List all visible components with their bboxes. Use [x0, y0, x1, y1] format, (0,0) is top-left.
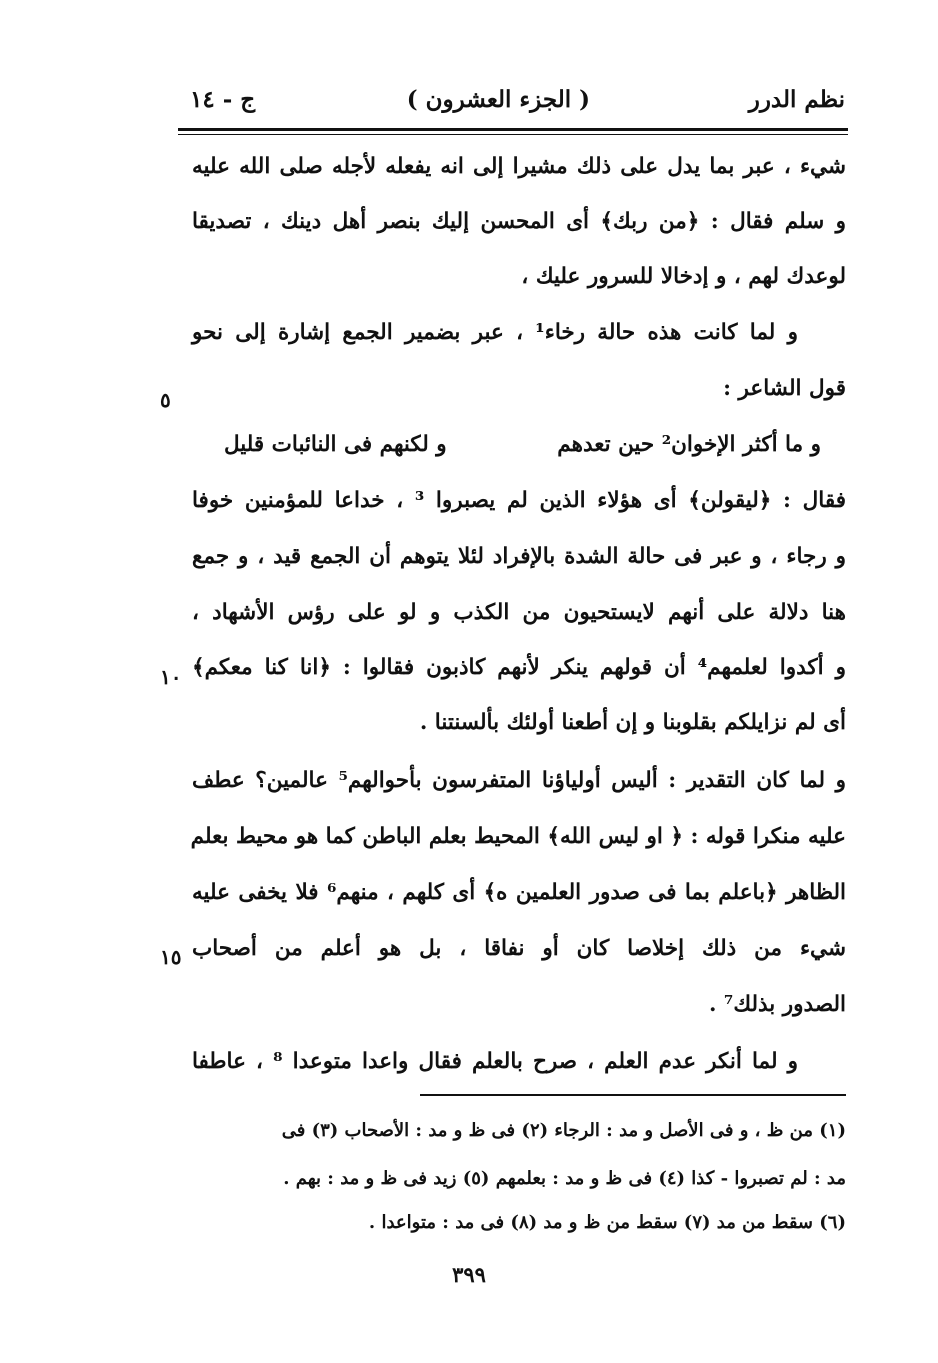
text-line: و لما كان التقدير : أليس أولياؤنا المتفرسون بأحوالهم⁵ عالمين؟ عطف	[192, 768, 846, 793]
text-line: و رجاء ، و عبر فى حالة الشدة بالإفراد لئلا يتوهم أن الجمع قيد ، و جمع	[192, 544, 846, 569]
footnote-rule	[420, 1094, 846, 1096]
text-line: الصدور بذلك⁷ .	[708, 992, 846, 1017]
text-line: و لما أنكر عدم العلم ، صرح بالعلم فقال واعدا متوعدا ⁸ ، عاطفا	[192, 1049, 799, 1074]
text-line: و لما كانت هذه حالة رخاء¹ ، عبر بضمير الجمع إشارة إلى نحو	[192, 320, 798, 345]
volume-reference: ج - ١٤	[190, 86, 256, 113]
running-header	[180, 82, 845, 124]
text-line: لوعدك لهم ، و إدخالا للسرور عليك ،	[521, 264, 846, 289]
poem-hemistich-second: و لكنهم فى النائبات قليل	[224, 432, 447, 457]
text-line: و سلم فقال : ﴿من ربك﴾ أى المحسن إليك بنصر أهل دينك ، تصديقا	[192, 209, 846, 234]
footnote-line: (١) من ظ ، و فى الأصل و مد : الرجاء (٢) فى ظ و مد : الأصحاب (٣) فى	[281, 1120, 846, 1141]
text-line: و أكدوا لعلمهم⁴ أن قولهم ينكر لأنهم كاذبون فقالوا : ﴿انا كنا معكم﴾	[192, 655, 846, 680]
text-line: قول الشاعر :	[723, 376, 846, 401]
page-number: ٣٩٩	[452, 1262, 486, 1287]
text-line: أى لم نزايلكم بقلوبنا و إن أطعنا أولئك بألسنتنا .	[419, 710, 846, 735]
header-rule-thin	[178, 134, 848, 135]
header-rule-thick	[178, 128, 848, 131]
line-number: ٥	[160, 388, 171, 412]
text-line: الظاهر ﴿باعلم بما فى صدور العلمين ه﴾ أى كلهم ، منهم⁶ فلا يخفى عليه	[192, 880, 846, 905]
part-title: ( الجزء العشرون )	[406, 86, 590, 113]
line-number: ١٠	[160, 665, 182, 689]
text-line: شيء ، عبر بما يدل على ذلك مشيرا إلى انه يفعله لأجله صلى الله عليه	[192, 154, 846, 179]
text-line: عليه منكرا قوله : ﴿ او ليس الله﴾ المحيط بعلم الباطن كما هو محيط بعلم	[190, 824, 846, 849]
footnote-line: (٦) سقط من مد (٧) سقط من ظ و مد (٨) فى مد : متواعدا .	[368, 1212, 846, 1233]
text-line: هنا دلالة على أنهم لايستحيون من الكذب و لو على رؤس الأشهاد ،	[192, 600, 846, 625]
poem-hemistich-first: و ما أكثر الإخوان² حين تعدهم	[557, 432, 821, 457]
footnote-line: مد : لم تصبروا - كذا (٤) فى ظ و مد : بعلمهم (٥) زيد فى ظ و مد : بهم .	[283, 1168, 846, 1189]
line-number: ١٥	[160, 945, 182, 969]
text-line: فقال : ﴿ليقولن﴾ أى هؤلاء الذين لم يصبروا ³ ، خداعا للمؤمنين خوفا	[192, 488, 846, 513]
text-line: شيء من ذلك إخلاصا كان أو نفاقا ، بل هو أعلم من أصحاب	[192, 936, 846, 961]
book-title: نظم الدرر	[748, 86, 845, 113]
